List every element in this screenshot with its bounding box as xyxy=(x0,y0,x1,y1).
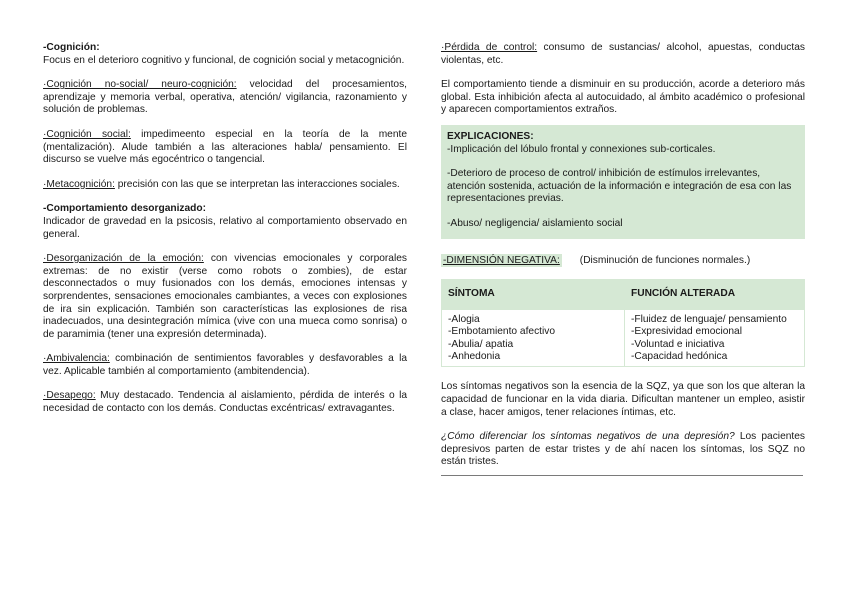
ambivalencia-text: combinación de sentimientos favorables y desfavorables a la vez. Aplicable también al comportamiento (ambitendencia). xyxy=(43,353,407,377)
cognicion-text: Focus en el deterioro cognitivo y funcional, de cognición social y metacognición. xyxy=(43,54,405,66)
pregunta-answer: Los pacientes depresivos parten de estar tristes y de ahí nacen los síntomas, los SQZ no están tristes. xyxy=(441,431,805,468)
left-column xyxy=(43,42,407,416)
sintoma-item: -Alogia xyxy=(448,313,480,325)
desapego-paragraph xyxy=(43,390,407,415)
explicaciones-box xyxy=(441,125,805,239)
comportamiento-section xyxy=(43,203,407,241)
pregunta-question: ¿Cómo diferenciar los síntomas negativos de una depresión? xyxy=(441,431,735,443)
cognicion-social-text: impedimeento especial en la teoría de la mente (mentalización). Alude también a las alteraciones habla/ pensamiento. El discurso se vuelve más egocéntrico o tangencial. xyxy=(43,128,408,166)
comportamiento-inhibicion-paragraph: El comportamiento tiende a disminuir en su producción, acorde a deterioro más global. Esta inhibición afecta al autocuidado, al ámbito académico o profesional y aparecen comportamientos extraños. xyxy=(441,79,805,116)
explicaciones-line-3: -Abuso/ negligencia/ aislamiento social xyxy=(447,217,623,229)
explicaciones-line-2: -Deterioro de proceso de control/ inhibición de estímulos irrelevantes, atención sostenida, actuación de la información e integración de esa con las representaciones previas. xyxy=(447,168,792,205)
desorganizacion-text: con vivencias emocionales y corporales extremas: de no existir (verse como robots o zombies), de estar desconnectados o muy fusionados con los demás, emociones intensas y sorprendentes, sensaciones emocionales cambiantes, a veces con explosiones de ira sin explicación. También son características las explosiones de risa inadecuados, una desintegración mímica (vive con una mueca como sonrisa) o de paramimia (tener una expresión determinada). xyxy=(43,253,407,340)
explicaciones-heading: EXPLICACIONES: xyxy=(447,130,534,142)
cognicion-social-paragraph xyxy=(43,129,407,167)
metacognicion-term: ·Metacognición: xyxy=(43,178,115,190)
sintomas-table xyxy=(441,279,805,367)
right-column xyxy=(441,42,805,476)
sintoma-item: -Embotamiento afectivo xyxy=(448,326,556,338)
ambivalencia-paragraph xyxy=(43,353,407,378)
bottom-divider xyxy=(441,475,803,476)
cognicion-social-term: ·Cognición social: xyxy=(43,128,131,140)
funcion-item: -Voluntad e iniciativa xyxy=(631,338,725,350)
funciones-cell xyxy=(625,309,805,367)
cognicion-section xyxy=(43,42,407,67)
comportamiento-heading: -Comportamiento desorganizado: xyxy=(43,203,207,215)
cognicion-no-social-paragraph xyxy=(43,79,407,117)
sintoma-item: -Abulia/ apatia xyxy=(448,338,514,350)
desapego-text: Muy destacado. Tendencia al aislamiento, pérdida de interés o la necesidad de contacto con los demás. Conductas excéntricas/ extravagantes. xyxy=(43,390,407,415)
metacognicion-paragraph xyxy=(43,179,407,192)
perdida-text: consumo de sustancias/ alcohol, apuestas, conductas violentas, etc. xyxy=(441,42,805,66)
dimension-negativa-subtitle: (Disminución de funciones normales.) xyxy=(579,254,751,266)
desapego-term: ·Desapego: xyxy=(43,390,96,402)
dimension-negativa-row xyxy=(441,255,805,268)
desorganizacion-paragraph xyxy=(43,253,407,341)
funcion-item: -Fluidez de lenguaje/ pensamiento xyxy=(631,313,787,325)
cognicion-no-social-text: velocidad del procesamientos, aprendizaje y memoria verbal, operativa, atención/ vigilancia, razonamiento y solución de problemas. xyxy=(43,79,407,116)
table-header-funcion: FUNCIÓN ALTERADA xyxy=(625,280,805,310)
cognicion-heading: -Cognición: xyxy=(43,42,100,53)
funcion-item: -Capacidad hedónica xyxy=(631,350,728,362)
funcion-item: -Expresividad emocional xyxy=(631,326,742,338)
dimension-negativa-heading: -DIMENSIÓN NEGATIVA: xyxy=(443,254,560,266)
negativos-paragraph: Los síntomas negativos son la esencia de la SQZ, ya que son los que alteran la capacidad de funcionar en la vida diaria. Dificultan mantener un empleo, asistir a clase, hacer amigos, tener relaciones íntimas, etc. xyxy=(441,381,805,418)
table-header-sintoma: SÍNTOMA xyxy=(442,280,625,310)
desorganizacion-term: ·Desorganización de la emoción: xyxy=(43,253,204,265)
sintomas-cell xyxy=(442,309,625,367)
cognicion-no-social-term: ·Cognición no-social/ neuro-cognición: xyxy=(43,79,237,91)
sintoma-item: -Anhedonia xyxy=(448,350,501,362)
table-row xyxy=(442,309,805,367)
metacognicion-text: precisión con las que se interpretan las interacciones sociales. xyxy=(114,178,400,190)
explicaciones-line-1: -Implicación del lóbulo frontal y connexiones sub-corticales. xyxy=(447,143,716,155)
perdida-paragraph xyxy=(441,42,805,67)
table-header-row xyxy=(442,280,805,310)
pregunta-paragraph xyxy=(441,431,805,469)
perdida-term: ·Pérdida de control: xyxy=(441,42,538,53)
comportamiento-text: Indicador de gravedad en la psicosis, relativo al comportamiento observado en general. xyxy=(43,215,407,240)
ambivalencia-term: ·Ambivalencia: xyxy=(43,353,110,365)
